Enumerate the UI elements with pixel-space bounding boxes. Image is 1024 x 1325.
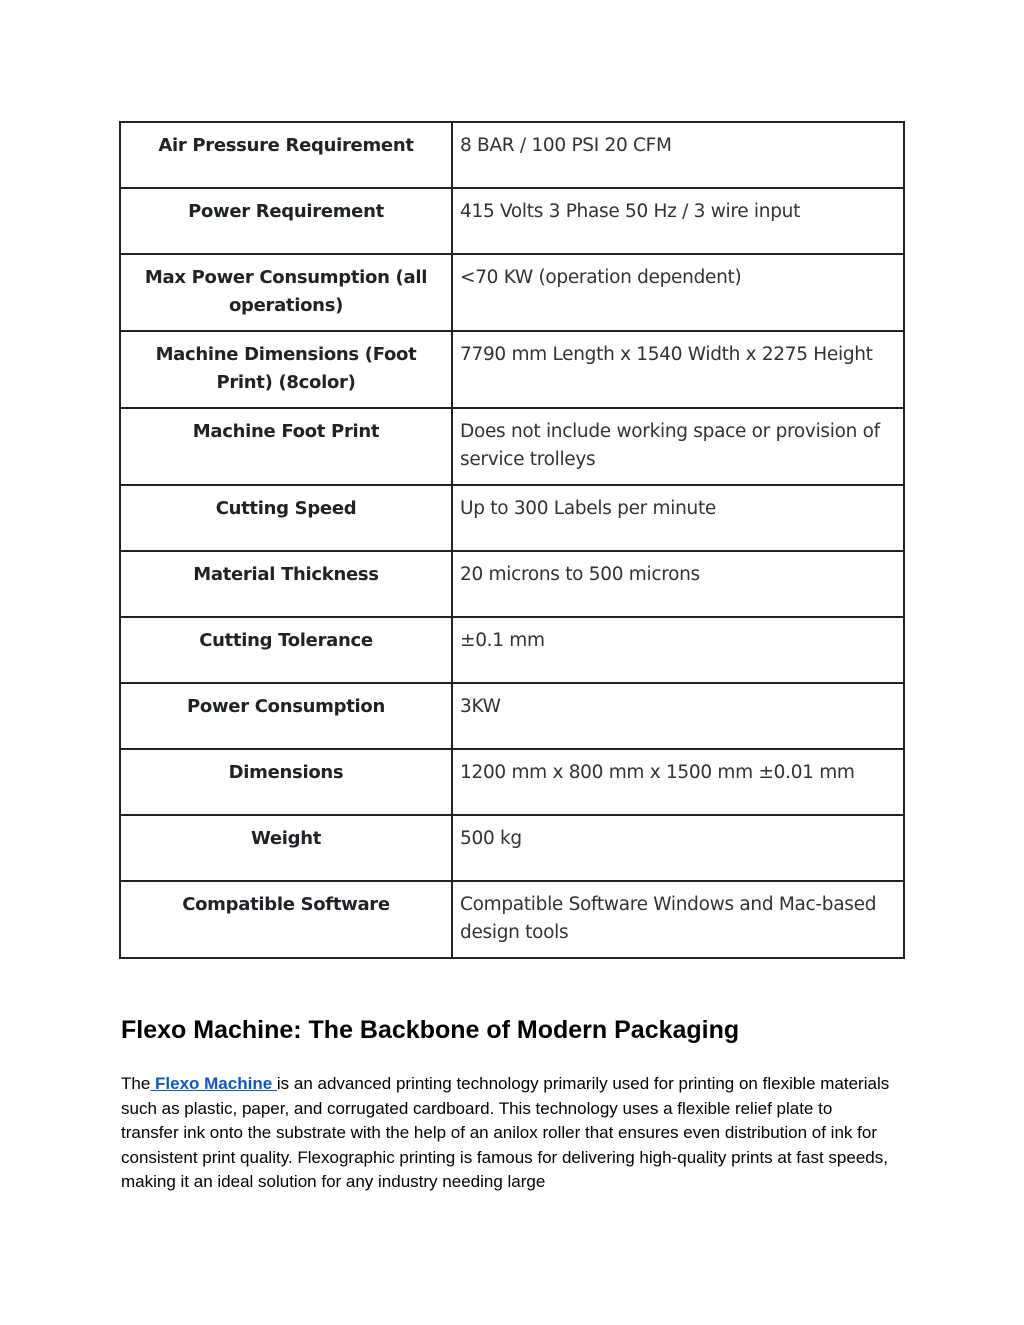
spec-value: 20 microns to 500 microns bbox=[452, 551, 904, 617]
spec-value: Does not include working space or provision of service trolleys bbox=[452, 408, 904, 485]
spec-value: 500 kg bbox=[452, 815, 904, 881]
spec-value: ±0.1 mm bbox=[452, 617, 904, 683]
table-row bbox=[120, 408, 904, 485]
spec-label: Machine Foot Print bbox=[120, 408, 452, 485]
spec-label: Material Thickness bbox=[120, 551, 452, 617]
spec-label: Weight bbox=[120, 815, 452, 881]
spec-label: Power Requirement bbox=[120, 188, 452, 254]
section-heading: Flexo Machine: The Backbone of Modern Packaging bbox=[121, 1016, 740, 1044]
table-row bbox=[120, 188, 904, 254]
paragraph-text: is an advanced printing technology primarily used for printing on flexible materials such as plastic, paper, and corrugated cardboard. This technology uses a flexible relief plate to transfer ink onto the substrate with the help of an anilox roller that ensures even distribution of ink for consistent print quality. Flexographic printing is famous for delivering high-quality prints at fast speeds, making it an ideal solution for any industry needing large bbox=[121, 1074, 890, 1191]
table-row bbox=[120, 331, 904, 408]
spec-value: Compatible Software Windows and Mac-based design tools bbox=[452, 881, 904, 958]
flexo-machine-link[interactable]: Flexo Machine bbox=[150, 1074, 277, 1093]
spec-value: 3KW bbox=[452, 683, 904, 749]
spec-label: Compatible Software bbox=[120, 881, 452, 958]
table-row bbox=[120, 881, 904, 958]
table-row bbox=[120, 551, 904, 617]
table-row bbox=[120, 254, 904, 331]
spec-label: Cutting Tolerance bbox=[120, 617, 452, 683]
table-row bbox=[120, 617, 904, 683]
spec-value: <70 KW (operation dependent) bbox=[452, 254, 904, 331]
table-row bbox=[120, 815, 904, 881]
spec-value: 415 Volts 3 Phase 50 Hz / 3 wire input bbox=[452, 188, 904, 254]
spec-label: Max Power Consumption (all operations) bbox=[120, 254, 452, 331]
spec-value: Up to 300 Labels per minute bbox=[452, 485, 904, 551]
specification-table bbox=[119, 121, 905, 959]
spec-label: Air Pressure Requirement bbox=[120, 122, 452, 188]
table-row bbox=[120, 485, 904, 551]
spec-value: 8 BAR / 100 PSI 20 CFM bbox=[452, 122, 904, 188]
spec-value: 7790 mm Length x 1540 Width x 2275 Height bbox=[452, 331, 904, 408]
spec-label: Dimensions bbox=[120, 749, 452, 815]
table-row bbox=[120, 683, 904, 749]
section-paragraph bbox=[121, 1072, 891, 1195]
table-row bbox=[120, 749, 904, 815]
table-row bbox=[120, 122, 904, 188]
spec-label: Cutting Speed bbox=[120, 485, 452, 551]
spec-label: Machine Dimensions (Foot Print) (8color) bbox=[120, 331, 452, 408]
paragraph-prefix: The bbox=[121, 1074, 151, 1093]
spec-label: Power Consumption bbox=[120, 683, 452, 749]
spec-value: 1200 mm x 800 mm x 1500 mm ±0.01 mm bbox=[452, 749, 904, 815]
